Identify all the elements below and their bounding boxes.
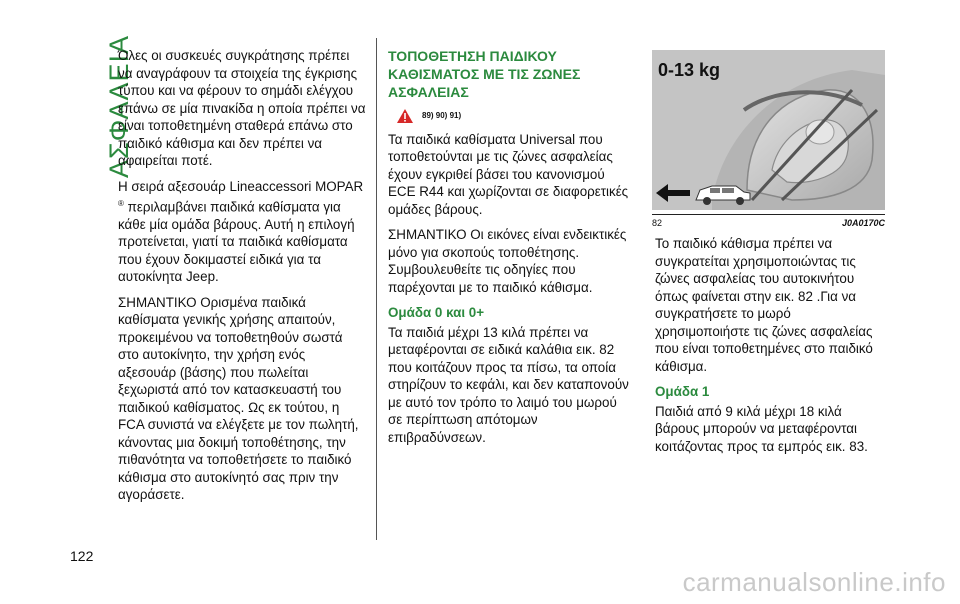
registered-mark: ® <box>118 199 124 208</box>
warning-row <box>396 107 633 125</box>
page-number: 122 <box>70 548 94 564</box>
paragraph-approval: Όλες οι συσκευές συγκράτησης πρέπει να αναγράφουν τα στοιχεία της έγκρισης τύπου και να φέρουν το σημάδι ελέγχου επάνω σε μία πινακίδα η οποία πρέπει να είναι τοποθετημένη σταθερά επάνω στο παιδικό κάθισμα και δεν πρέπει να αφαιρείται ποτέ. <box>118 48 366 168</box>
column-right <box>655 235 885 463</box>
watermark: carmanualsonline.info <box>682 567 946 597</box>
group-1-heading: Ομάδα 1 <box>655 384 710 399</box>
figure-rule <box>652 214 885 215</box>
warning-references: 89) 90) 91) <box>422 111 462 120</box>
group-0-heading: Ομάδα 0 και 0+ <box>388 305 485 320</box>
paragraph-important-images: ΣΗΜΑΝΤΙΚΟ Οι εικόνες είναι ενδεικτικές μόνο για σκοπούς τοποθέτησης. Συμβουλευθείτε τις οδηγίες που παρέχονται με το παιδικό κάθισμα. <box>388 227 627 295</box>
figure-code: J0A0170C <box>841 218 885 228</box>
paragraph-mopar <box>118 178 366 286</box>
figure-caption <box>652 218 885 228</box>
column-middle <box>388 47 633 454</box>
column-left <box>118 47 366 512</box>
paragraph-important: ΣΗΜΑΝΤΙΚΟ Ορισμένα παιδικά καθίσματα γενικής χρήσης απαιτούν, προκειμένου να τοποθετηθούν σωστά στο αυτοκίνητο, την χρήση ενός αξεσουάρ (βάσης) που πωλείται ξεχωριστά από τον κατασκευαστή του παιδικού καθίσματος. Ως εκ τούτου, η FCA συνιστά να ελέγξετε με τον πωλητή, κάνοντας μια δοκιμή τοποθέτησης, την πιθανότητα να τοποθετήσετε το παιδικό κάθισμα στο αυτοκίνητό σας πριν την αγοράσετε. <box>118 294 359 503</box>
paragraph-group-0: Τα παιδιά μέχρι 13 κιλά πρέπει να μεταφέρονται σε ειδικά καλάθια εικ. 82 που κοιτάζουν προς τα πίσω, τα οποία στηρίζουν το κεφάλι, και δεν καταπονούν με αυτό τον τρόπο το λαιμό του μωρού σε περίπτωση απότομων επιβραδύνσεων. <box>388 324 629 445</box>
paragraph-universal: Τα παιδικά καθίσματα Universal που τοποθετούνται με τις ζώνες ασφαλείας έχουν εγκριθεί βάσει του κανονισμού ECE R44 και χωρίζονται σε διαφορετικές ομάδες βάρους. <box>388 131 629 217</box>
mopar-text-start: Η σειρά αξεσουάρ Lineaccessori MOPAR <box>118 178 364 194</box>
figure-child-seat <box>652 50 885 210</box>
figure-weight-label: 0-13 kg <box>658 60 721 80</box>
section-title-text: ΑΣΦΑΛΕΙΑ <box>104 34 134 178</box>
warning-triangle-icon <box>396 108 414 124</box>
section-heading: ΤΟΠΟΘΕΤΗΣΗ ΠΑΙΔΙΚΟΥ ΚΑΘΙΣΜΑΤΟΣ ΜΕ ΤΙΣ ΖΩΝΕΣ ΑΣΦΑΛΕΙΑΣ <box>388 48 581 100</box>
paragraph-group-1: Παιδιά από 9 κιλά μέχρι 18 κιλά βάρους μπορούν να μεταφέρονται κοιτάζοντας προς τα εμπρός εικ. 83. <box>655 403 868 454</box>
figure-number: 82 <box>652 218 663 228</box>
paragraph-seat-belts: Το παιδικό κάθισμα πρέπει να συγκρατείται χρησιμοποιώντας τις ζώνες ασφαλείας του αυτοκινήτου όπως φαίνεται στην εικ. 82 .Για να συγκρατήσετε το μωρό χρησιμοποιήστε τις ζώνες ασφαλείας που είναι τοποθετημένες στο παιδικό κάθισμα. <box>655 236 873 374</box>
mopar-text-end: περιλαμβάνει παιδικά καθίσματα για κάθε μία ομάδα βάρους. Αυτή η επιλογή προτείνεται, γιατί τα παιδικά καθίσματα που έχουν δοκιμαστεί ειδικά για τα αυτοκίνητα Jeep. <box>118 199 355 285</box>
section-title <box>58 30 134 180</box>
column-divider <box>376 38 377 540</box>
